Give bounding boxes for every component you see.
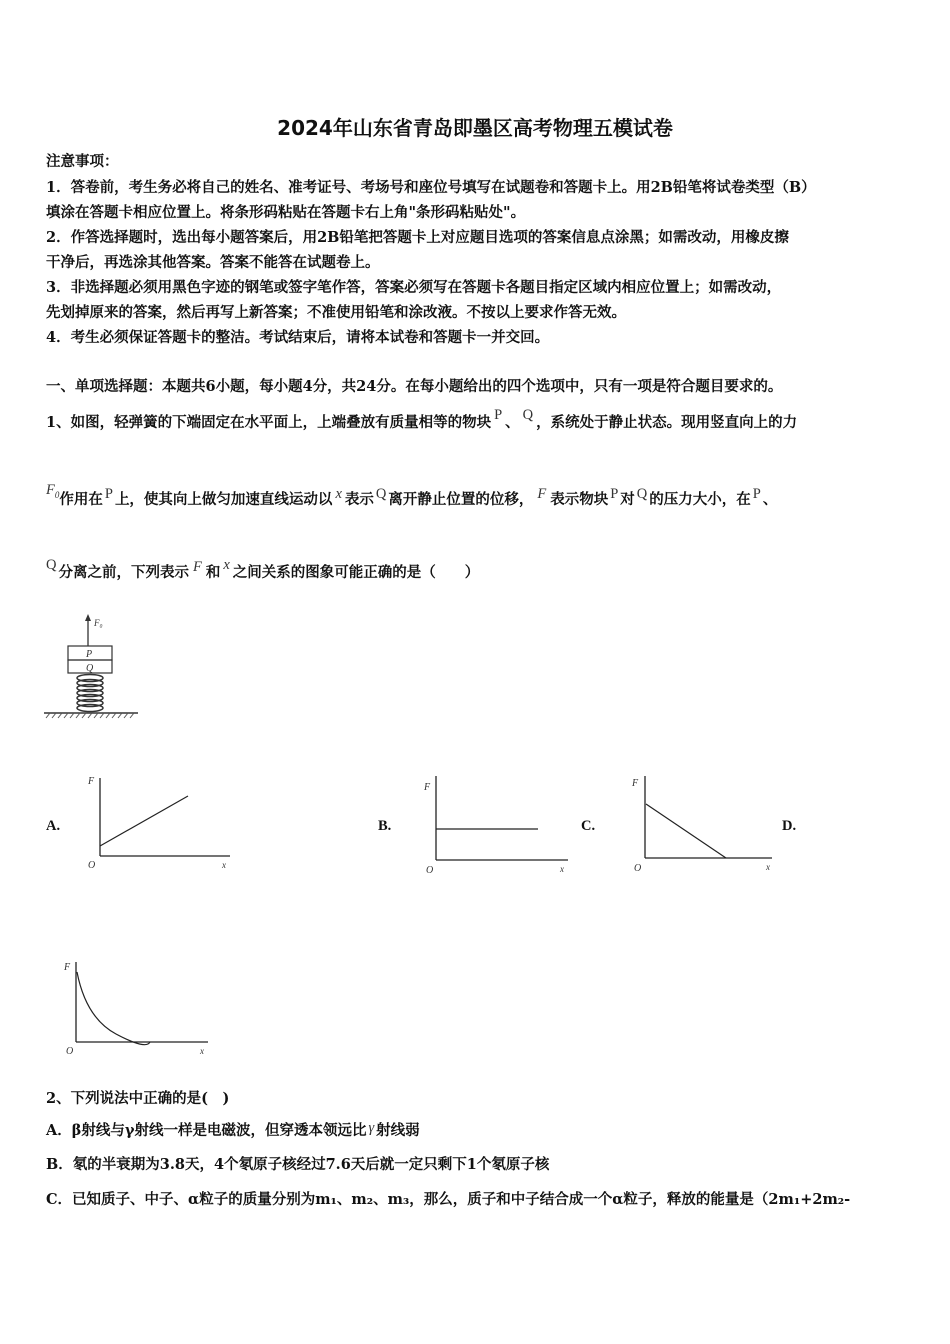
notice-line-3: 2．作答选择题时，选出每小题答案后，用2B铅笔把答题卡上对应题目选项的答案信息点涂黑；如需改动，用橡皮擦 [46,229,789,246]
graph-a[interactable] [74,772,236,872]
notice-line-2: 填涂在答题卡相应位置上。将条形码粘贴在答题卡右上角"条形码粘贴处"。 [46,204,526,221]
q2-stem: 2、下列说法中正确的是( ) [46,1090,230,1107]
graph-c-x-label: x [766,862,770,872]
symbol-p: P [494,407,503,423]
symbol-f0: $F_0$ [46,482,60,500]
graph-b-x-label: x [560,864,564,874]
section-heading: 一、单项选择题：本题共6小题，每小题4分，共24分。在每小题给出的四个选项中，只有一项是符合题目要求的。 [46,378,783,395]
graph-b[interactable] [408,772,574,876]
q2-option-c[interactable]: C．已知质子、中子、α粒子的质量分别为m₁、m₂、m₃，那么，质子和中子结合成一个α粒子，释放的能量是（2m₁+2m₂- [46,1191,851,1208]
graph-c-y-label: F [632,778,639,789]
notice-heading: 注意事项： [46,153,119,170]
option-b-label[interactable]: B. [378,818,392,834]
notice-line-4: 干净后，再选涂其他答案。答案不能答在试题卷上。 [46,254,380,271]
notice-line-5: 3．非选择题必须用黑色字迹的钢笔或签字笔作答，答案必须写在答题卡各题目指定区域内相应位置上；如需改动， [46,279,782,296]
graph-a-y-label: F [88,776,95,787]
graph-a-origin: O [88,860,96,871]
graph-d-x-label: x [200,1046,204,1056]
graph-d[interactable] [58,956,214,1056]
graph-a-x-label: x [222,860,226,870]
force-label: F₀ [94,618,103,628]
notice-line-7: 4．考生必须保证答题卡的整洁。考试结束后，请将本试卷和答题卡一并交回。 [46,329,550,346]
page-title: 2024年山东省青岛即墨区高考物理五模试卷 [277,116,673,140]
graph-c-origin: O [634,863,642,874]
graph-d-y-label: F [64,962,71,973]
graph-c[interactable] [612,772,778,876]
graph-b-y-label: F [424,782,431,793]
option-a-label[interactable]: A. [46,818,61,834]
graph-a-curve [100,796,188,846]
q2-option-a[interactable]: A．β射线与γ射线一样是电磁波，但穿透本领远比 γ 射线弱 [46,1120,420,1139]
block-q-label: Q [86,663,94,674]
notice-line-1: 1．答卷前，考生务必将自己的姓名、准考证号、考场号和座位号填写在试题卷和答题卡上。用2B铅笔将试卷类型（B） [46,179,816,196]
notice-line-6: 先划掉原来的答案，然后再写上新答案；不准使用铅笔和涂改液。不按以上要求作答无效。 [46,304,626,321]
graph-b-origin: O [426,865,434,876]
graph-d-curve [77,972,150,1045]
symbol-q: Q [522,407,534,423]
q1-line-1: 1、如图，轻弹簧的下端固定在水平面上，上端叠放有质量相等的物块 P 、 Q ，系统处于静止状态。现用竖直向上的力 [46,407,798,431]
graph-d-origin: O [66,1046,74,1056]
q1-line-2: $F_0$作用在 P 上，使其向上做匀加速直线运动以 x 表示 Q 离开静止位置的位移， F 表示物块 P 对 Q 的压力大小，在 P 、 [46,482,778,508]
q2-option-b[interactable]: B．氡的半衰期为3.8天，4个氡原子核经过7.6天后就一定只剩下1个氡原子核 [46,1156,550,1173]
option-c-label[interactable]: C. [581,818,596,834]
spring [77,675,103,712]
block-p-label: P [86,649,93,660]
option-d-label[interactable]: D. [782,818,797,834]
q1-line-3: Q 分离之前，下列表示 F 和 x 之间关系的图象可能正确的是（ ） [46,557,480,581]
graph-c-curve [646,804,726,858]
spring-figure [42,612,142,724]
